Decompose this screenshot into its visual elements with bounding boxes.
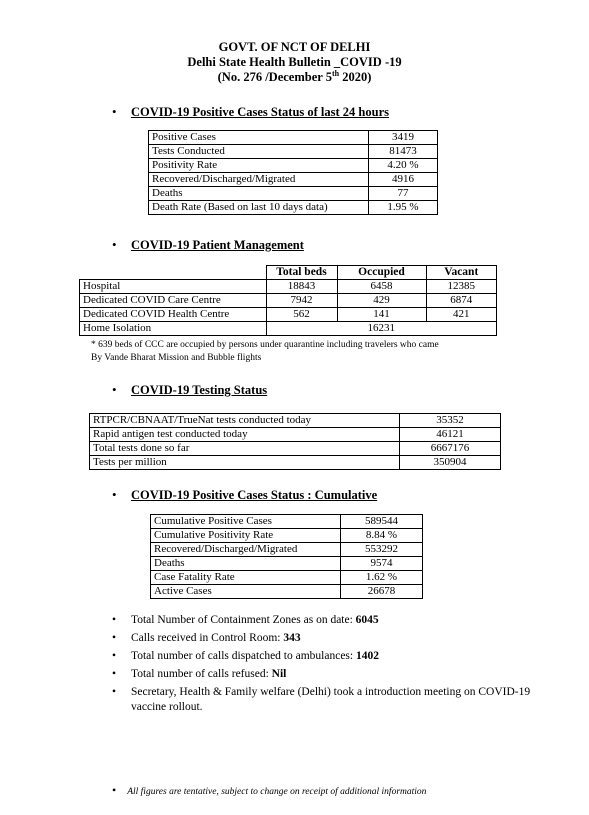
row-vacant: 421 bbox=[426, 308, 497, 322]
table-header-row bbox=[80, 266, 497, 280]
bullet-dot: • bbox=[112, 632, 117, 644]
row-label: Rapid antigen test conducted today bbox=[90, 428, 400, 442]
table-row bbox=[90, 414, 501, 428]
table-row bbox=[149, 187, 438, 201]
calls-received-label: Calls received in Control Room: bbox=[131, 632, 284, 644]
row-label: Tests Conducted bbox=[149, 145, 369, 159]
summary-list bbox=[112, 613, 552, 718]
row-label: Deaths bbox=[151, 557, 341, 571]
row-label: Recovered/Discharged/Migrated bbox=[151, 543, 341, 557]
govt-title: GOVT. OF NCT OF DELHI bbox=[218, 40, 371, 54]
calls-refused-label: Total number of calls refused: bbox=[131, 668, 272, 680]
calls-received-value: 343 bbox=[283, 632, 301, 644]
row-occupied: 429 bbox=[337, 294, 426, 308]
row-label: Death Rate (Based on last 10 days data) bbox=[149, 201, 369, 215]
row-label: Total tests done so far bbox=[90, 442, 400, 456]
row-label: Dedicated COVID Care Centre bbox=[80, 294, 267, 308]
row-occupied: 6458 bbox=[337, 280, 426, 294]
header-blank bbox=[80, 266, 267, 280]
row-vacant: 6874 bbox=[426, 294, 497, 308]
bulletin-number-sup: th bbox=[331, 68, 340, 78]
bulletin-number-pre: (No. 276 /December 5 bbox=[217, 70, 332, 84]
section-patient-mgmt-title: COVID-19 Patient Management bbox=[131, 238, 304, 252]
bullet-dot: • bbox=[112, 487, 117, 502]
calls-dispatched-value: 1402 bbox=[355, 650, 379, 662]
bullet-dot: • bbox=[112, 783, 117, 797]
table-row bbox=[151, 557, 423, 571]
row-beds: 18843 bbox=[266, 280, 337, 294]
table-row bbox=[149, 159, 438, 173]
vaccine-meeting-text: Secretary, Health & Family welfare (Delhi) took a introduction meeting on COVID-19 vaccine rollout. bbox=[131, 686, 531, 713]
row-value: 350904 bbox=[400, 456, 501, 470]
row-label: Home Isolation bbox=[80, 322, 267, 336]
row-label: Recovered/Discharged/Migrated bbox=[149, 173, 369, 187]
bulletin-number-post: 2020) bbox=[339, 70, 372, 84]
bullet-dot: • bbox=[112, 237, 117, 252]
row-value: 46121 bbox=[400, 428, 501, 442]
table-row bbox=[149, 131, 438, 145]
bullet-dot: • bbox=[112, 614, 117, 626]
header-vacant: Vacant bbox=[426, 266, 497, 280]
bulletin-title: Delhi State Health Bulletin _COVID -19 bbox=[187, 55, 402, 69]
containment-zones-value: 6045 bbox=[355, 614, 379, 626]
table-row bbox=[151, 515, 423, 529]
containment-zones-label: Total Number of Containment Zones as on date: bbox=[131, 614, 356, 626]
table-row bbox=[90, 456, 501, 470]
row-label: Positive Cases bbox=[149, 131, 369, 145]
table-row bbox=[151, 571, 423, 585]
row-value: 553292 bbox=[341, 543, 423, 557]
table-row bbox=[149, 145, 438, 159]
calls-refused-value: Nil bbox=[271, 668, 287, 680]
section-testing-title: COVID-19 Testing Status bbox=[131, 383, 268, 397]
list-item bbox=[112, 613, 552, 628]
bulletin-number bbox=[0, 70, 589, 85]
table-row bbox=[80, 322, 497, 336]
row-label: Active Cases bbox=[151, 585, 341, 599]
row-beds: 7942 bbox=[266, 294, 337, 308]
ccc-note bbox=[91, 339, 439, 365]
bullet-dot: • bbox=[112, 650, 117, 662]
table-row bbox=[80, 280, 497, 294]
row-vacant: 12385 bbox=[426, 280, 497, 294]
row-value: 77 bbox=[369, 187, 438, 201]
row-label: Positivity Rate bbox=[149, 159, 369, 173]
row-value: 1.95 % bbox=[369, 201, 438, 215]
row-value: 589544 bbox=[341, 515, 423, 529]
table-row bbox=[151, 529, 423, 543]
section-cumulative-title: COVID-19 Positive Cases Status : Cumulative bbox=[131, 488, 378, 502]
list-item bbox=[112, 667, 552, 682]
last24-table bbox=[148, 130, 438, 215]
home-isolation-value: 16231 bbox=[266, 322, 497, 336]
bulletin-header bbox=[0, 40, 589, 85]
row-value: 35352 bbox=[400, 414, 501, 428]
ccc-note-line1: * 639 beds of CCC are occupied by persons under quarantine including travelers who came bbox=[91, 340, 439, 350]
calls-dispatched-label: Total number of calls dispatched to ambulances: bbox=[131, 650, 356, 662]
row-label: Dedicated COVID Health Centre bbox=[80, 308, 267, 322]
row-value: 81473 bbox=[369, 145, 438, 159]
header-occupied: Occupied bbox=[337, 266, 426, 280]
ccc-note-line2: By Vande Bharat Mission and Bubble flights bbox=[91, 353, 262, 363]
row-value: 9574 bbox=[341, 557, 423, 571]
header-total-beds: Total beds bbox=[266, 266, 337, 280]
bullet-dot: • bbox=[112, 686, 117, 698]
list-item bbox=[112, 685, 552, 715]
table-row bbox=[151, 543, 423, 557]
list-item bbox=[112, 631, 552, 646]
list-item bbox=[112, 649, 552, 664]
row-value: 26678 bbox=[341, 585, 423, 599]
row-value: 6667176 bbox=[400, 442, 501, 456]
row-value: 4916 bbox=[369, 173, 438, 187]
testing-table bbox=[89, 413, 501, 470]
section-last24-title: COVID-19 Positive Cases Status of last 24 hours bbox=[131, 105, 389, 119]
table-row bbox=[80, 308, 497, 322]
table-row bbox=[90, 442, 501, 456]
disclaimer-text: All figures are tentative, subject to change on receipt of additional information bbox=[127, 787, 427, 797]
row-label: Case Fatality Rate bbox=[151, 571, 341, 585]
row-label: Hospital bbox=[80, 280, 267, 294]
row-occupied: 141 bbox=[337, 308, 426, 322]
table-row bbox=[149, 173, 438, 187]
bullet-dot: • bbox=[112, 104, 117, 119]
table-row bbox=[80, 294, 497, 308]
cumulative-table bbox=[150, 514, 423, 599]
table-row bbox=[151, 585, 423, 599]
row-value: 8.84 % bbox=[341, 529, 423, 543]
row-value: 4.20 % bbox=[369, 159, 438, 173]
patient-mgmt-table bbox=[79, 265, 497, 336]
row-label: Deaths bbox=[149, 187, 369, 201]
table-row bbox=[90, 428, 501, 442]
row-label: Cumulative Positive Cases bbox=[151, 515, 341, 529]
table-row bbox=[149, 201, 438, 215]
row-label: Cumulative Positivity Rate bbox=[151, 529, 341, 543]
disclaimer bbox=[112, 783, 426, 798]
row-value: 3419 bbox=[369, 131, 438, 145]
bullet-dot: • bbox=[112, 668, 117, 680]
row-beds: 562 bbox=[266, 308, 337, 322]
row-label: Tests per million bbox=[90, 456, 400, 470]
row-label: RTPCR/CBNAAT/TrueNat tests conducted today bbox=[90, 414, 400, 428]
bullet-dot: • bbox=[112, 382, 117, 397]
row-value: 1.62 % bbox=[341, 571, 423, 585]
